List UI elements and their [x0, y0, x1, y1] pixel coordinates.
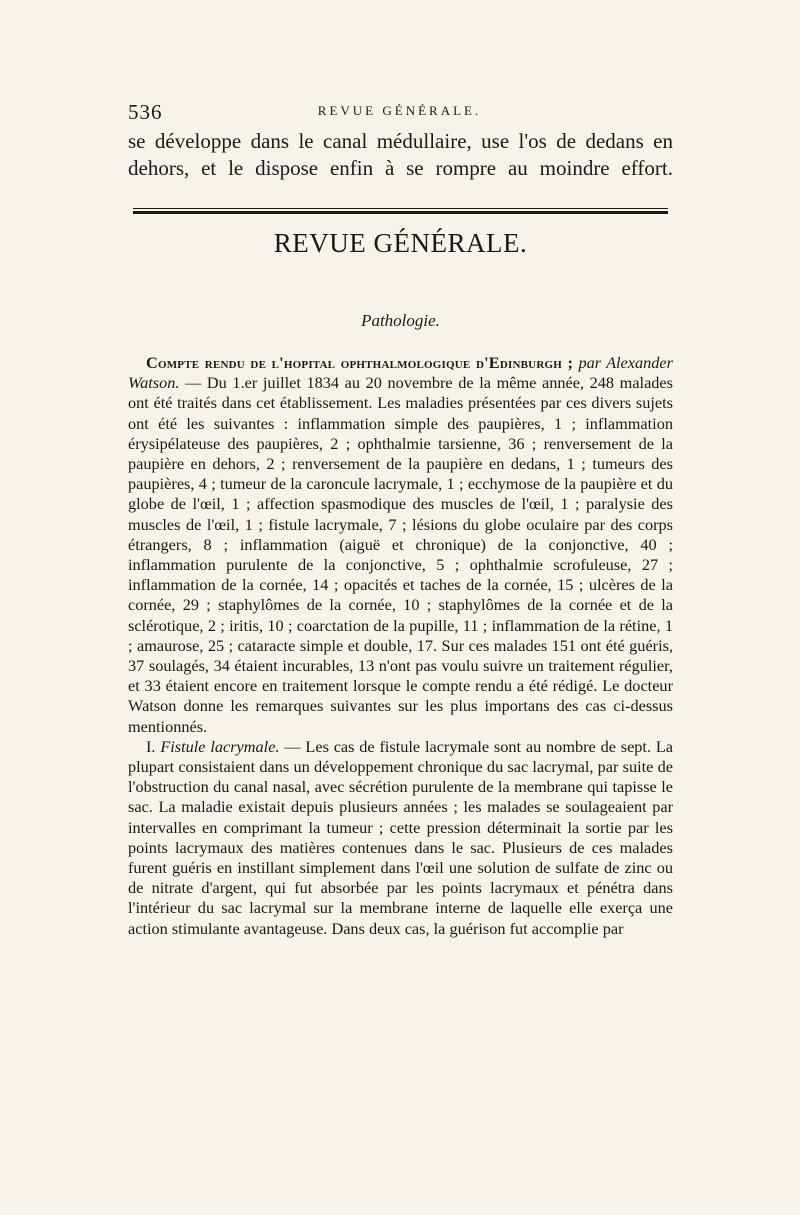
article-author: par Alexander Watson.: [128, 353, 673, 393]
carry-over-text: se développe dans le canal médullaire, use l'os de dedans en dehors, et le dispose enfin à se rompre au moindre effort.: [128, 129, 673, 180]
item-paragraph: [128, 737, 673, 939]
section-title: REVUE GÉNÉRALE.: [273, 228, 528, 258]
article-text: — Du 1.er juillet 1834 au 20 novembre de la même année, 248 malades ont été traités dans cet établissement. Les maladies présentées par ces divers sujets ont été les suivantes : inflammation simple des paupières, 1 ; inflammation érysipélateuse des paupières, 2 ; ophthalmie tarsienne, 36 ; renversement de la paupière en dehors, 2 ; renversement de la paupière en dedans, 1 ; tumeurs des paupières, 4 ; tumeur de la caroncule lacrymale, 1 ; ecchymose de la paupière et du globe de l'œil, 1 ; affection spasmodique des muscles de l'œil, 1 ; paralysie des muscles de l'œil, 1 ; fistule lacrymale, 7 ; lésions du globe oculaire par des corps étrangers, 8 ; inflammation (aiguë et chronique) de la conjonctive, 40 ; inflammation purulente de la conjonctive, 5 ; ophthalmie scrofuleuse, 27 ; inflammation de la cornée, 14 ; opacités et taches de la cornée, 15 ; ulcères de la cornée, 29 ; staphylômes de la cornée, 10 ; staphylômes de la cornée et de la sclérotique, 2 ; iritis, 10 ; coarctation de la pupille, 11 ; inflammation de la rétine, 1 ; amaurose, 25 ; cataracte simple et double, 17. Sur ces malades 151 ont été guéris, 37 soulagés, 34 étaient incurables, 13 n'ont pas voulu suivre un traitement régulier, et 33 étaient encore en traitement lorsque le compte rendu a été rédigé. Le docteur Watson donne les remarques suivantes sur les plus importans des cas ci-dessus mentionnés.: [128, 373, 673, 736]
page-number: 536: [128, 100, 163, 124]
item-text: — Les cas de fistule lacrymale sont au nombre de sept. La plupart consistaient dans un développement chronique du sac lacrymal, par suite de l'obstruction du canal nasal, avec sécrétion purulente de la membrane qui tapisse le sac. La maladie existait depuis plusieurs années ; les malades se soulageaient par intervalles en comprimant la tumeur ; cette pression déterminait la sortie par les points lacrymaux des matières contenues dans le sac. Plusieurs de ces malades furent guéris en instillant simplement dans l'œil une solution de sulfate de zinc ou de nitrate d'argent, qui fut absorbée par les points lacrymaux et pénétra dans l'intérieur du sac lacrymal sur la membrane interne de laquelle elle exerça une action stimulante avantageuse. Dans deux cas, la guérison fut accomplie par: [128, 736, 674, 938]
item-number: I.: [146, 736, 156, 756]
article-paragraph: [128, 353, 673, 737]
subsection-title: Pathologie.: [361, 311, 440, 330]
section-rule-thin: [133, 208, 668, 209]
item-title: Fistule lacrymale.: [160, 736, 280, 756]
section-rule-thick: [133, 211, 668, 214]
article-title: Compte rendu de l'hopital ophthalmologique d'Edinburgh ;: [146, 353, 574, 372]
running-head: [128, 100, 671, 124]
body-text: [128, 353, 673, 939]
running-title: REVUE GÉNÉRALE.: [317, 103, 482, 118]
